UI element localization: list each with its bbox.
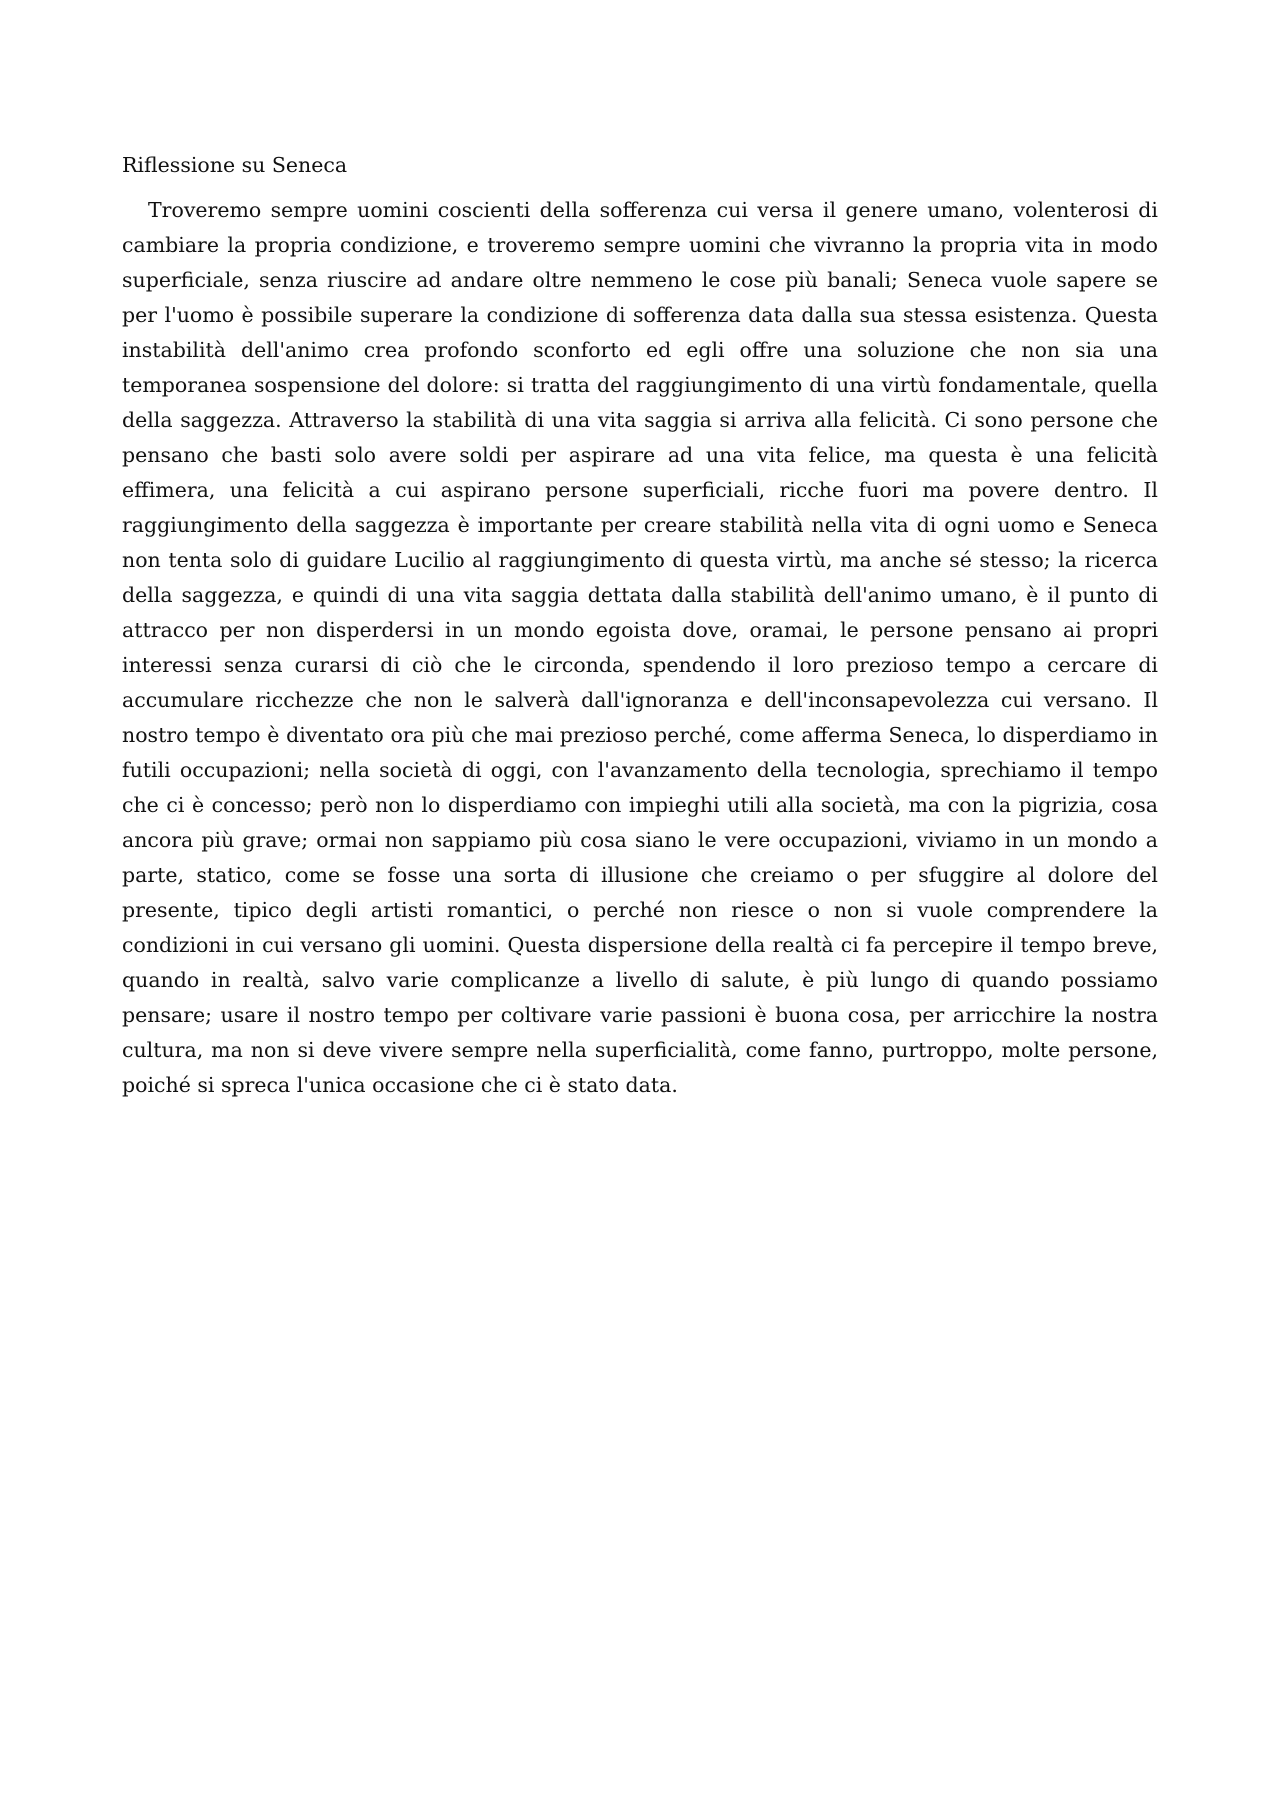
document-paragraph: Troveremo sempre uomini coscienti della sofferenza cui versa il genere umano, volenterosi di cambiare la propria condizione, e troveremo sempre uomini che vivranno la propria vita in modo superficiale, senza riuscire ad andare oltre nemmeno le cose più banali; Seneca vuole sapere se per l'uomo è possibile superare la condizione di sofferenza data dalla sua stessa esistenza. Questa instabilità dell'animo crea profondo sconforto ed egli offre una soluzione che non sia una temporanea sospensione del dolore: si tratta del raggiungimento di una virtù fondamentale, quella della saggezza. Attraverso la stabilità di una vita saggia si arriva alla felicità. Ci sono persone che pensano che basti solo avere soldi per aspirare ad una vita felice, ma questa è una felicità effimera, una felicità a cui aspirano persone superficiali, ricche fuori ma povere dentro. Il raggiungimento della saggezza è importante per creare stabilità nella vita di ogni uomo e Seneca non tenta solo di guidare Lucilio al raggiungimento di questa virtù, ma anche sé stesso; la ricerca della saggezza, e quindi di una vita saggia dettata dalla stabilità dell'animo umano, è il punto di attracco per non disperdersi in un mondo egoista dove, oramai, le persone pensano ai propri interessi senza curarsi di ciò che le circonda, spendendo il loro prezioso tempo a cercare di accumulare ricchezze che non le salverà dall'ignoranza e dell'inconsapevolezza cui versano. Il nostro tempo è diventato ora più che mai prezioso perché, come afferma Seneca, lo disperdiamo in futili occupazioni; nella società di oggi, con l'avanzamento della tecnologia, sprechiamo il tempo che ci è concesso; però non lo disperdiamo con impieghi utili alla società, ma con la pigrizia, cosa ancora più grave; ormai non sappiamo più cosa siano le vere occupazioni, viviamo in un mondo a parte, statico, come se fosse una sorta di illusione che creiamo o per sfuggire al dolore del presente, tipico degli artisti romantici, o perché non riesce o non si vuole comprendere la condizioni in cui versano gli uomini. Questa dispersione della realtà ci fa percepire il tempo breve, quando in realtà, salvo varie complicanze a livello di salute, è più lungo di quando possiamo pensare; usare il nostro tempo per coltivare varie passioni è buona cosa, per arricchire la nostra cultura, ma non si deve vivere sempre nella superficialità, come fanno, purtroppo, molte persone, poiché si spreca l'unica occasione che ci è stato data. <box>122 198 1158 1097</box>
document-content <box>122 148 1158 1103</box>
document-title: Riflessione su Seneca <box>122 153 348 177</box>
